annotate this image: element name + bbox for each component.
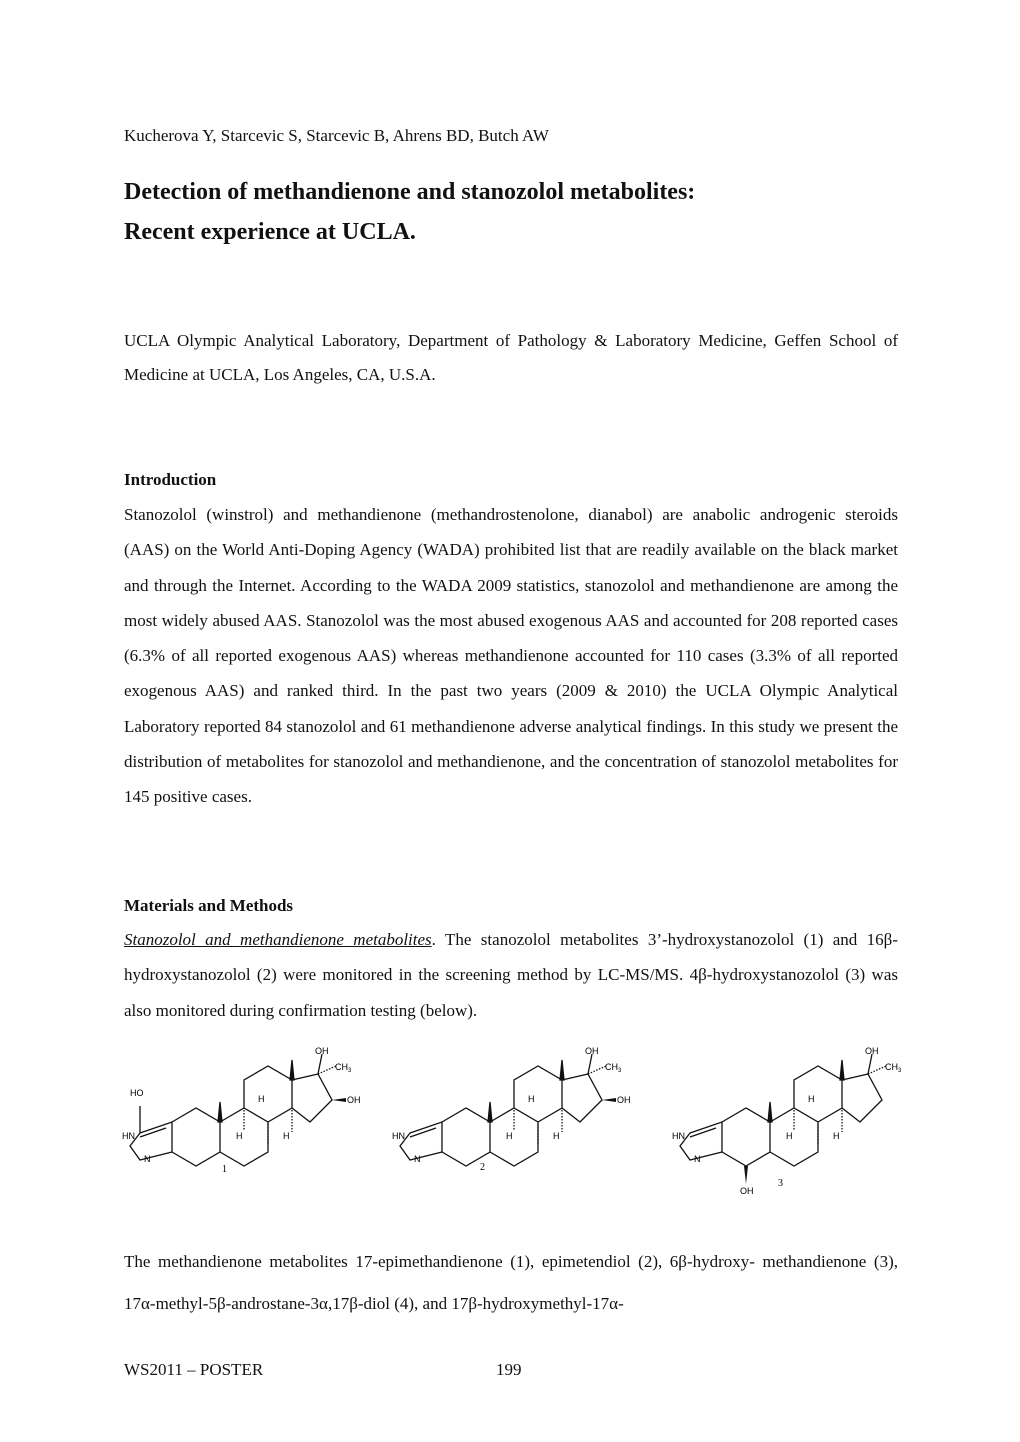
h-label-1c: H — [283, 1131, 290, 1141]
ch3-label-3: $CH_3$ — [885, 1062, 902, 1074]
oh-label-2: OH — [585, 1046, 599, 1056]
methods-subheading: Stanozolol and methandienone metabolites — [124, 930, 432, 949]
hn-label-1: HN — [122, 1131, 135, 1141]
methods-heading: Materials and Methods — [124, 896, 294, 915]
h-label-1b: H — [236, 1131, 243, 1141]
ch3-label-2: $CH_3$ — [605, 1062, 622, 1074]
n-label-1: N — [144, 1154, 151, 1164]
oh-16-label-2: OH — [617, 1095, 631, 1105]
hn-label-3: HN — [672, 1131, 685, 1141]
h-label-3b: H — [786, 1131, 793, 1141]
structure-number-3: 3 — [778, 1178, 783, 1189]
structure-number-2: 2 — [480, 1162, 485, 1173]
methods-body: The stanozolol metabolites 3’-hydroxystanozolol (1) and 16β-hydroxystanozolol (2) were monitored in the screening method by LC-MS/MS. 4β-hydroxystanozolol (3) was also monitored during confirmation testing (below). — [124, 930, 898, 1020]
h-label-2b: H — [506, 1131, 513, 1141]
methods-paragraph — [124, 922, 898, 1028]
oh-16-label-1: OH — [347, 1095, 361, 1105]
hn-label-2: HN — [392, 1131, 405, 1141]
authors: Kucherova Y, Starcevic S, Starcevic B, Ahrens BD, Butch AW — [124, 126, 549, 145]
footer-label: WS2011 – POSTER — [124, 1360, 264, 1379]
methandienone-paragraph: The methandienone metabolites 17-epimethandienone (1), epimetendiol (2), 6β-hydroxy- methandienone (3), 17α-methyl-5β-androstane-3α,17β-diol (4), and 17β-hydroxymethyl-17α- — [124, 1252, 898, 1313]
n-label-3: N — [694, 1154, 701, 1164]
title-line-1: Detection of methandienone and stanozolol metabolites: — [124, 179, 696, 205]
oh-label-1: OH — [315, 1046, 329, 1056]
h-label-1a: H — [258, 1094, 265, 1104]
h-label-2c: H — [553, 1131, 560, 1141]
methandienone-text — [124, 1241, 898, 1325]
introduction-text — [124, 497, 898, 815]
oh-label-3: OH — [865, 1046, 879, 1056]
title-line-2: Recent experience at UCLA. — [124, 219, 416, 245]
n-label-2: N — [414, 1154, 421, 1164]
methods-subheading-period: . — [431, 930, 436, 949]
structure-number-1: 1 — [222, 1164, 227, 1175]
h-label-2a: H — [528, 1094, 535, 1104]
stanozolol-metabolite-structures — [110, 1040, 910, 1210]
introduction-heading: Introduction — [124, 470, 217, 489]
page-number: 199 — [496, 1360, 522, 1379]
h-label-3c: H — [833, 1131, 840, 1141]
introduction-paragraph: Stanozolol (winstrol) and methandienone (methandrostenolone, dianabol) are anabolic androgenic steroids (AAS) on the World Anti-Doping Agency (WADA) prohibited list that are readily available on the black market and through the Internet. According to the WADA 2009 statistics, stanozolol and methandienone are among the most widely abused AAS. Stanozolol was the most abused exogenous AAS and accounted for 208 reported cases (6.3% of all reported exogenous AAS) whereas methandienone accounted for 110 cases (3.3% of all reported exogenous AAS) and ranked third. In the past two years (2009 & 2010) the UCLA Olympic Analytical Laboratory reported 84 stanozolol and 61 methandienone adverse analytical findings. In this study we present the distribution of metabolites for stanozolol and methandienone, and the concentration of stanozolol metabolites for 145 positive cases. — [124, 505, 898, 807]
oh-4-label-3: OH — [740, 1186, 754, 1196]
paper-title — [124, 172, 695, 252]
affiliation: UCLA Olympic Analytical Laboratory, Department of Pathology & Laboratory Medicine, Geffen School of Medicine at UCLA, Los Angeles, CA, U.S.A. — [124, 331, 898, 384]
h-label-3a: H — [808, 1094, 815, 1104]
methods-text — [124, 922, 898, 1028]
ho-label-1: HO — [130, 1088, 144, 1098]
ch3-label-1: $CH_3$ — [335, 1062, 352, 1074]
